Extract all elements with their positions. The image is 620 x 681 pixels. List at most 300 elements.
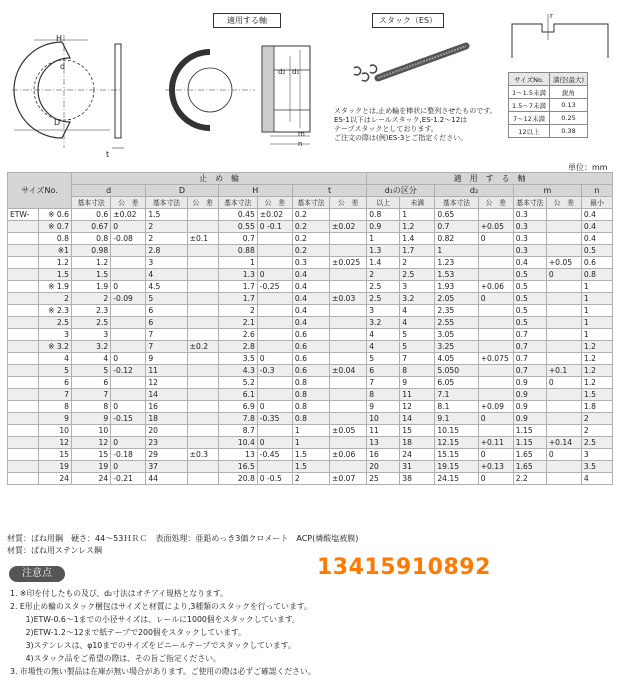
table-cell: 2.5 xyxy=(72,317,111,329)
header-ring: 止 め 輪 xyxy=(72,173,367,185)
table-cell: +0.09 xyxy=(478,401,513,413)
table-cell: -0.3 xyxy=(257,365,292,377)
corner-cell: 0.25 xyxy=(549,112,587,125)
table-cell xyxy=(187,329,218,341)
table-cell: 24.15 xyxy=(435,473,478,485)
table-row xyxy=(8,305,613,317)
table-cell: 3.5 xyxy=(581,461,612,473)
table-cell: 6.05 xyxy=(435,377,478,389)
table-cell xyxy=(257,317,292,329)
table-cell: 1 xyxy=(581,317,612,329)
table-cell: 1.8 xyxy=(581,401,612,413)
table-cell: 2 xyxy=(400,257,435,269)
table-cell xyxy=(546,389,581,401)
table-cell: ※ 0.7 xyxy=(38,221,71,233)
table-cell xyxy=(330,401,367,413)
table-cell: 15 xyxy=(72,449,111,461)
table-cell: 0.3 xyxy=(513,221,546,233)
table-cell xyxy=(330,389,367,401)
table-cell xyxy=(546,401,581,413)
table-cell: 0.7 xyxy=(513,365,546,377)
table-row xyxy=(8,461,613,473)
table-cell xyxy=(187,473,218,485)
table-cell xyxy=(8,269,39,281)
table-cell: -0.35 xyxy=(257,413,292,425)
table-cell: 2.5 xyxy=(367,281,400,293)
notes-list xyxy=(10,587,316,678)
table-cell xyxy=(187,425,218,437)
table-cell: 4.05 xyxy=(435,353,478,365)
table-cell: 1.2 xyxy=(581,353,612,365)
header-d1: d₁の区分 xyxy=(367,185,435,197)
header-D: D xyxy=(146,185,218,197)
table-cell: 1.65 xyxy=(513,461,546,473)
table-cell: -0.21 xyxy=(111,473,146,485)
table-cell xyxy=(8,413,39,425)
sub-base: 基本寸法 xyxy=(146,197,187,209)
table-cell xyxy=(330,341,367,353)
table-cell: 2.8 xyxy=(146,245,187,257)
table-cell: 7 xyxy=(72,389,111,401)
table-cell: 1.2 xyxy=(38,257,71,269)
table-cell: 2 xyxy=(72,293,111,305)
table-cell: 4 xyxy=(72,353,111,365)
table-cell: 9 xyxy=(72,413,111,425)
table-cell: -0.18 xyxy=(111,449,146,461)
table-cell xyxy=(187,461,218,473)
table-cell: 0.5 xyxy=(513,293,546,305)
table-cell: 1.4 xyxy=(400,233,435,245)
table-cell xyxy=(8,437,39,449)
table-cell xyxy=(546,317,581,329)
table-cell: 0.98 xyxy=(72,245,111,257)
table-cell: 2.5 xyxy=(400,269,435,281)
table-cell: 11 xyxy=(400,389,435,401)
table-cell: 4 xyxy=(400,317,435,329)
table-cell xyxy=(8,221,39,233)
table-cell: 0.4 xyxy=(292,269,329,281)
table-cell: ※1 xyxy=(38,245,71,257)
table-cell xyxy=(478,365,513,377)
table-cell: 6.1 xyxy=(218,389,257,401)
table-cell xyxy=(8,293,39,305)
table-cell xyxy=(257,257,292,269)
table-row xyxy=(8,209,613,221)
table-cell: 3.5 xyxy=(218,353,257,365)
header-n: n xyxy=(581,185,612,197)
table-cell xyxy=(546,293,581,305)
table-cell: 0 xyxy=(478,473,513,485)
table-cell: 3 xyxy=(367,305,400,317)
table-cell: +0.13 xyxy=(478,461,513,473)
table-cell: +0.1 xyxy=(546,365,581,377)
table-cell: 9 xyxy=(400,377,435,389)
table-cell: 0.3 xyxy=(513,233,546,245)
sub-base: 基本寸法 xyxy=(218,197,257,209)
corner-cell: 鋭角 xyxy=(549,86,587,99)
table-cell: 0.8 xyxy=(292,389,329,401)
table-cell: 4 xyxy=(367,329,400,341)
table-cell: 15 xyxy=(38,449,71,461)
table-cell: +0.06 xyxy=(478,281,513,293)
table-cell: 0 xyxy=(111,437,146,449)
table-cell: 3.2 xyxy=(72,341,111,353)
table-cell xyxy=(478,341,513,353)
table-cell: 8 xyxy=(400,365,435,377)
table-cell: 2 xyxy=(146,233,187,245)
table-cell: 0.5 xyxy=(513,269,546,281)
table-cell xyxy=(330,245,367,257)
table-cell: 13 xyxy=(367,437,400,449)
table-cell: 1.5 xyxy=(72,269,111,281)
table-cell: 0.3 xyxy=(292,257,329,269)
table-cell: ※ 2.3 xyxy=(38,305,71,317)
table-cell: -0.08 xyxy=(111,233,146,245)
table-cell: 0 xyxy=(478,233,513,245)
table-cell xyxy=(330,353,367,365)
table-cell: 0 xyxy=(257,269,292,281)
sub-base: 基本寸法 xyxy=(513,197,546,209)
shaft-drawing xyxy=(150,32,320,152)
table-cell: 15 xyxy=(400,425,435,437)
table-cell xyxy=(330,461,367,473)
table-cell xyxy=(187,281,218,293)
table-row xyxy=(8,449,613,461)
sub-tol: 公 差 xyxy=(330,197,367,209)
table-cell: -0.25 xyxy=(257,281,292,293)
table-cell: 7 xyxy=(367,377,400,389)
table-cell xyxy=(8,353,39,365)
table-cell: 1 xyxy=(581,293,612,305)
table-cell: ±0.05 xyxy=(330,425,367,437)
table-cell: 0.67 xyxy=(72,221,111,233)
table-cell xyxy=(187,317,218,329)
table-cell: 7.8 xyxy=(218,413,257,425)
table-cell: 20.8 xyxy=(218,473,257,485)
table-cell: 25 xyxy=(367,473,400,485)
stack-note xyxy=(334,107,524,143)
table-cell: 1 xyxy=(400,209,435,221)
table-cell: +0.11 xyxy=(478,437,513,449)
table-cell: 37 xyxy=(146,461,187,473)
table-cell: 1.7 xyxy=(218,293,257,305)
shaft-label: 適用する軸 xyxy=(213,13,281,28)
table-cell xyxy=(8,257,39,269)
table-cell: 2.3 xyxy=(72,305,111,317)
table-cell xyxy=(8,425,39,437)
table-cell xyxy=(8,389,39,401)
table-cell: 1.7 xyxy=(400,245,435,257)
table-cell xyxy=(330,329,367,341)
table-cell: 0.7 xyxy=(513,353,546,365)
table-cell: ※ 3.2 xyxy=(38,341,71,353)
table-cell xyxy=(8,281,39,293)
table-cell xyxy=(478,425,513,437)
table-cell: 0.4 xyxy=(292,317,329,329)
table-cell: 2.8 xyxy=(218,341,257,353)
table-cell: 2.2 xyxy=(513,473,546,485)
note-item: 3. 市場性の無い製品は在庫が無い場合があります。ご使用の際は必ずご確認ください。 xyxy=(10,667,316,676)
note-item: 1)ETW-0.6～1までの小径サイズは、レールに1000個をスタックしています。 xyxy=(10,615,300,624)
table-cell xyxy=(478,305,513,317)
table-cell: 1 xyxy=(367,233,400,245)
table-cell: 0.8 xyxy=(581,269,612,281)
table-cell xyxy=(187,413,218,425)
table-cell: 3.2 xyxy=(400,293,435,305)
table-cell: 0 xyxy=(478,413,513,425)
table-cell: 2 xyxy=(367,269,400,281)
table-row xyxy=(8,377,613,389)
table-cell: 0.9 xyxy=(513,413,546,425)
table-cell: ±0.02 xyxy=(330,221,367,233)
table-cell: 31 xyxy=(400,461,435,473)
table-cell xyxy=(187,377,218,389)
table-cell: 6 xyxy=(38,377,71,389)
table-row xyxy=(8,413,613,425)
table-cell xyxy=(187,389,218,401)
table-cell xyxy=(187,245,218,257)
table-cell: 4 xyxy=(581,473,612,485)
table-cell: 12 xyxy=(38,437,71,449)
table-cell: 1.53 xyxy=(435,269,478,281)
note-item: 4)スタック品をご希望の際は、その旨ご指定ください。 xyxy=(10,654,221,663)
table-cell: 0 xyxy=(111,401,146,413)
table-cell: 0 xyxy=(111,221,146,233)
table-cell: ±0.03 xyxy=(330,293,367,305)
table-cell: 5.050 xyxy=(435,365,478,377)
sub-base: 基本寸法 xyxy=(72,197,111,209)
table-cell xyxy=(8,317,39,329)
sub-under: 未満 xyxy=(400,197,435,209)
table-row xyxy=(8,353,613,365)
table-cell: ±0.04 xyxy=(330,365,367,377)
table-cell xyxy=(257,305,292,317)
table-cell: 0.7 xyxy=(435,221,478,233)
table-cell: 2.5 xyxy=(38,317,71,329)
dim-d-label: d xyxy=(60,62,66,71)
table-cell xyxy=(187,209,218,221)
table-cell xyxy=(111,317,146,329)
table-cell: 2 xyxy=(581,425,612,437)
table-row xyxy=(8,245,613,257)
table-cell xyxy=(330,269,367,281)
table-cell: 0.8 xyxy=(38,233,71,245)
table-cell: 2 xyxy=(38,293,71,305)
table-cell xyxy=(546,341,581,353)
table-cell xyxy=(330,233,367,245)
table-cell: 14 xyxy=(400,413,435,425)
table-cell: 7.1 xyxy=(435,389,478,401)
table-body xyxy=(8,209,613,485)
table-cell: 0.4 xyxy=(581,221,612,233)
note-item: 3)ステンレスは、φ10までのサイズをビニールテープでスタックしています。 xyxy=(10,641,296,650)
table-cell: 0.82 xyxy=(435,233,478,245)
table-cell: ±0.025 xyxy=(330,257,367,269)
table-cell xyxy=(478,377,513,389)
table-cell: 0.8 xyxy=(292,401,329,413)
table-cell: 1.5 xyxy=(38,269,71,281)
table-cell xyxy=(8,473,39,485)
table-cell: 20 xyxy=(146,425,187,437)
table-cell: 5.2 xyxy=(218,377,257,389)
table-cell: 0.6 xyxy=(292,365,329,377)
table-cell: 1 xyxy=(292,437,329,449)
table-cell: 9.1 xyxy=(435,413,478,425)
table-cell xyxy=(8,377,39,389)
table-cell xyxy=(546,353,581,365)
table-cell: 0.2 xyxy=(292,245,329,257)
dim-m-label: m xyxy=(298,130,305,138)
table-cell: 8.1 xyxy=(435,401,478,413)
corner-cell: 12以上 xyxy=(509,125,550,138)
stack-note-line: テープスタックとしております。 xyxy=(334,125,438,133)
table-cell xyxy=(546,245,581,257)
table-cell: 0.4 xyxy=(292,293,329,305)
table-cell: 1.5 xyxy=(581,389,612,401)
header-d: d xyxy=(72,185,146,197)
table-cell xyxy=(546,413,581,425)
table-cell: ※ 1.9 xyxy=(38,281,71,293)
table-cell: +0.075 xyxy=(478,353,513,365)
table-cell: 0.5 xyxy=(513,281,546,293)
table-cell: 0.8 xyxy=(292,377,329,389)
table-row xyxy=(8,329,613,341)
table-cell: 8 xyxy=(367,389,400,401)
table-cell: 19.15 xyxy=(435,461,478,473)
table-cell xyxy=(546,329,581,341)
table-cell: 0.45 xyxy=(218,209,257,221)
table-cell: 1.3 xyxy=(218,269,257,281)
note-item: 2. E形止め輪のスタック梱包はサイズと材質により,3種類のスタックを行っています。 xyxy=(10,602,312,611)
table-cell: 0.6 xyxy=(292,329,329,341)
table-cell xyxy=(187,437,218,449)
table-cell: 2 xyxy=(581,413,612,425)
table-cell xyxy=(478,245,513,257)
table-cell: 1.5 xyxy=(292,461,329,473)
table-cell: 8 xyxy=(72,401,111,413)
table-row xyxy=(8,437,613,449)
table-row xyxy=(8,389,613,401)
table-cell: 12 xyxy=(146,377,187,389)
table-cell xyxy=(257,329,292,341)
table-cell xyxy=(546,233,581,245)
table-cell: ±0.07 xyxy=(330,473,367,485)
table-cell: 5 xyxy=(146,293,187,305)
table-cell: 7 xyxy=(38,389,71,401)
table-cell: 0.4 xyxy=(513,257,546,269)
table-row xyxy=(8,365,613,377)
table-cell: 0.4 xyxy=(581,233,612,245)
table-cell: 7 xyxy=(400,353,435,365)
table-cell: 2 xyxy=(146,221,187,233)
corner-cell: 1～1.5未満 xyxy=(509,86,550,99)
table-cell: 29 xyxy=(146,449,187,461)
table-cell: 0.6 xyxy=(581,257,612,269)
table-cell xyxy=(330,317,367,329)
sub-base: 基本寸法 xyxy=(435,197,478,209)
table-cell xyxy=(330,413,367,425)
table-cell xyxy=(330,281,367,293)
stack-illustration xyxy=(348,38,468,98)
table-cell: 0.7 xyxy=(513,341,546,353)
table-cell: 0.5 xyxy=(581,245,612,257)
table-cell: 5 xyxy=(400,341,435,353)
table-cell: 2.35 xyxy=(435,305,478,317)
table-cell xyxy=(111,269,146,281)
notes-title: 注意点 xyxy=(9,566,65,582)
table-cell: 1 xyxy=(435,245,478,257)
table-cell: 4.5 xyxy=(146,281,187,293)
table-cell: 19 xyxy=(38,461,71,473)
unit-label: 単位：mm xyxy=(568,163,608,172)
table-cell: 24 xyxy=(38,473,71,485)
table-cell: 0.7 xyxy=(218,233,257,245)
table-cell xyxy=(478,329,513,341)
table-cell: 10 xyxy=(38,425,71,437)
table-cell: 0.55 xyxy=(218,221,257,233)
table-cell: 0.9 xyxy=(513,389,546,401)
table-cell: 2.05 xyxy=(435,293,478,305)
sub-min: 最小 xyxy=(581,197,612,209)
table-cell: 1.7 xyxy=(218,281,257,293)
table-row xyxy=(8,221,613,233)
table-row xyxy=(8,473,613,485)
table-cell: 0 xyxy=(478,293,513,305)
table-cell: 10 xyxy=(72,425,111,437)
corner-drawing xyxy=(510,14,610,64)
table-cell: -0.15 xyxy=(111,413,146,425)
table-cell: 23 xyxy=(146,437,187,449)
table-cell: 19 xyxy=(72,461,111,473)
table-cell: 7 xyxy=(146,341,187,353)
table-cell xyxy=(330,437,367,449)
table-cell: 1 xyxy=(581,329,612,341)
stack-note-line: ES-1以下はレールスタック,ES-1.2～12は xyxy=(334,116,468,124)
stack-note-line: スタックとは,止め輪を棒状に整列させたものです。 xyxy=(334,107,497,115)
table-cell: 9 xyxy=(146,353,187,365)
table-cell xyxy=(8,449,39,461)
table-cell: 1 xyxy=(292,425,329,437)
table-cell xyxy=(257,389,292,401)
table-cell: 0 xyxy=(111,461,146,473)
table-cell xyxy=(257,245,292,257)
table-cell xyxy=(546,461,581,473)
table-cell: 0.3 xyxy=(513,209,546,221)
table-cell: 10.15 xyxy=(435,425,478,437)
table-cell: 0.2 xyxy=(292,209,329,221)
table-cell: 24 xyxy=(400,449,435,461)
table-cell: ±0.02 xyxy=(257,209,292,221)
table-cell: 0.8 xyxy=(72,233,111,245)
table-cell xyxy=(111,329,146,341)
table-cell: 0 xyxy=(111,281,146,293)
table-cell: 4 xyxy=(367,341,400,353)
table-cell: 16 xyxy=(146,401,187,413)
header-size: サイズNo. xyxy=(8,173,72,209)
table-cell xyxy=(187,353,218,365)
table-row xyxy=(8,281,613,293)
table-cell: 2.5 xyxy=(581,437,612,449)
table-cell: 20 xyxy=(367,461,400,473)
table-cell: 4 xyxy=(38,353,71,365)
table-cell: 0.2 xyxy=(292,233,329,245)
table-cell xyxy=(8,305,39,317)
table-cell: 0.3 xyxy=(513,245,546,257)
table-cell xyxy=(111,425,146,437)
table-cell: 1.65 xyxy=(513,449,546,461)
table-cell: ETW- xyxy=(8,209,39,221)
table-cell: 18 xyxy=(146,413,187,425)
